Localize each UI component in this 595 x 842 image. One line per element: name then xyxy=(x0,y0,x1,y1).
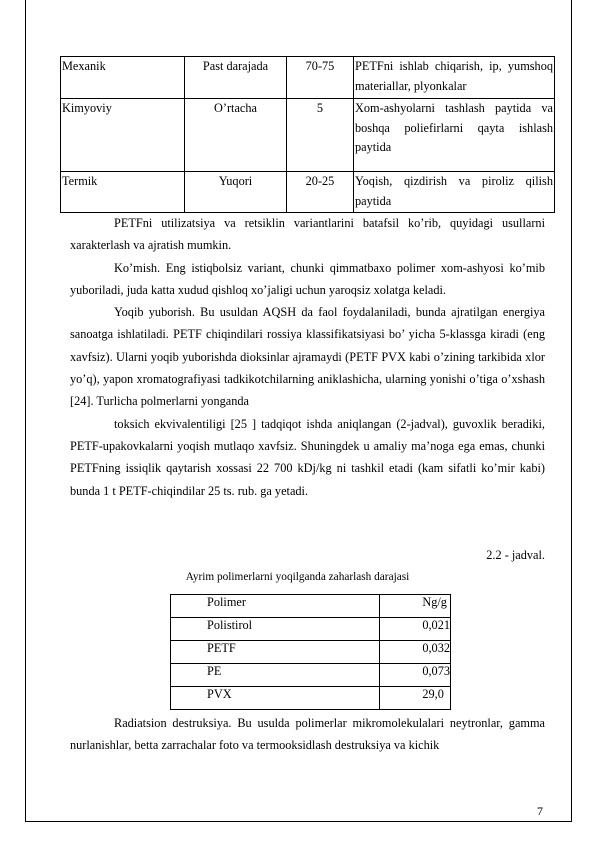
description-cell: PETFni ishlab chiqarish, ip, yumshoq materiallar, plyonkalar xyxy=(354,57,555,99)
description-cell: Xom-ashyolarni tashlash paytida va boshqa poliefirlarni qayta ishlash paytida xyxy=(354,99,555,172)
level-cell: O’rtacha xyxy=(185,99,287,172)
polymer-cell: PETF xyxy=(171,641,380,664)
method-cell: Termik xyxy=(61,172,185,213)
table-label: 2.2 - jadval. xyxy=(486,548,545,562)
methods-table xyxy=(60,56,555,213)
table-row xyxy=(61,57,555,99)
polymer-cell: Polistirol xyxy=(171,618,380,641)
page-number: 7 xyxy=(537,804,543,818)
value-cell: 0,021 xyxy=(380,618,451,641)
paragraph: PETFni utilizatsiya va retsiklin variantlarini batafsil ko’rib, quyidagi usullarni xarakterlash va ajratish mumkin. xyxy=(70,216,545,253)
value-cell: 0,032 xyxy=(380,641,451,664)
value-cell: 20-25 xyxy=(287,172,354,213)
table-row xyxy=(171,641,451,664)
table-row xyxy=(171,664,451,687)
table-title: Ayrim polimerlarni yoqilganda zaharlash darajasi xyxy=(185,571,410,583)
paragraph: Radiatsion destruksiya. Bu usulda polimerlar mikromolekulalari neytronlar, gamma nurlanishlar, betta zarrachalar foto va termooksidlash destruksiya va kichik xyxy=(70,716,545,753)
table-row xyxy=(61,172,555,213)
body-text xyxy=(70,212,545,502)
method-cell: Kimyoviy xyxy=(61,99,185,172)
table-row xyxy=(61,99,555,172)
paragraph: Yoqib yuborish. Bu usuldan AQSH da faol foydalaniladi, bunda ajratilgan energiya sanoatga ishlatiladi. PETF chiqindilari rossiya klassifikatsiyasi bo’ yicha 5-klassga kiradi (eng xavfsiz). Ularni yoqib yuborishda dioksinlar ajramaydi (PETF PVX kabi o’zining tarkibida xlor yo’q), yapon xromatografiyasi tadkikotchilarning aniklashicha, ularning yonishi o’tiga o’xshash [24]. Turlicha polmerlarni yonganda xyxy=(70,305,545,409)
header-cell: Ng/g xyxy=(380,595,451,618)
table-row xyxy=(171,618,451,641)
value-cell: 70-75 xyxy=(287,57,354,99)
value-cell: 5 xyxy=(287,99,354,172)
polymer-cell: PVX xyxy=(171,687,380,710)
description-cell: Yoqish, qizdirish va piroliz qilish paytida xyxy=(354,172,555,213)
table-header-row xyxy=(171,595,451,618)
toxicity-table xyxy=(170,594,451,710)
header-cell: Polimer xyxy=(171,595,380,618)
polymer-cell: PE xyxy=(171,664,380,687)
value-cell: 29,0 xyxy=(380,687,451,710)
method-cell: Mexanik xyxy=(61,57,185,99)
level-cell: Past darajada xyxy=(185,57,287,99)
paragraph: toksich ekvivalentiligi [25 ] tadqiqot ishda aniqlangan (2-jadval), guvoxlik beradiki, PETF-upakovkalarni yoqish mutlaqo xavfsiz. Shuningdek u amaliy ma’noga ega emas, chunki PETFning issiqlik qaytarish xossasi 22 700 kDj/kg ni tashkil etadi (kam sifatli ko’mir kabi) bunda 1 t PETF-chiqindilar 25 ts. rub. ga yetadi. xyxy=(70,416,545,498)
value-cell: 0,073 xyxy=(380,664,451,687)
body-text-continued xyxy=(70,712,545,757)
level-cell: Yuqori xyxy=(185,172,287,213)
table-row xyxy=(171,687,451,710)
paragraph: Ko’mish. Eng istiqbolsiz variant, chunki qimmatbaxo polimer xom-ashyosi ko’mib yuboriladi, juda katta xudud qishloq xo’jaligi uchun yaroqsiz xolatga keladi. xyxy=(70,260,545,297)
